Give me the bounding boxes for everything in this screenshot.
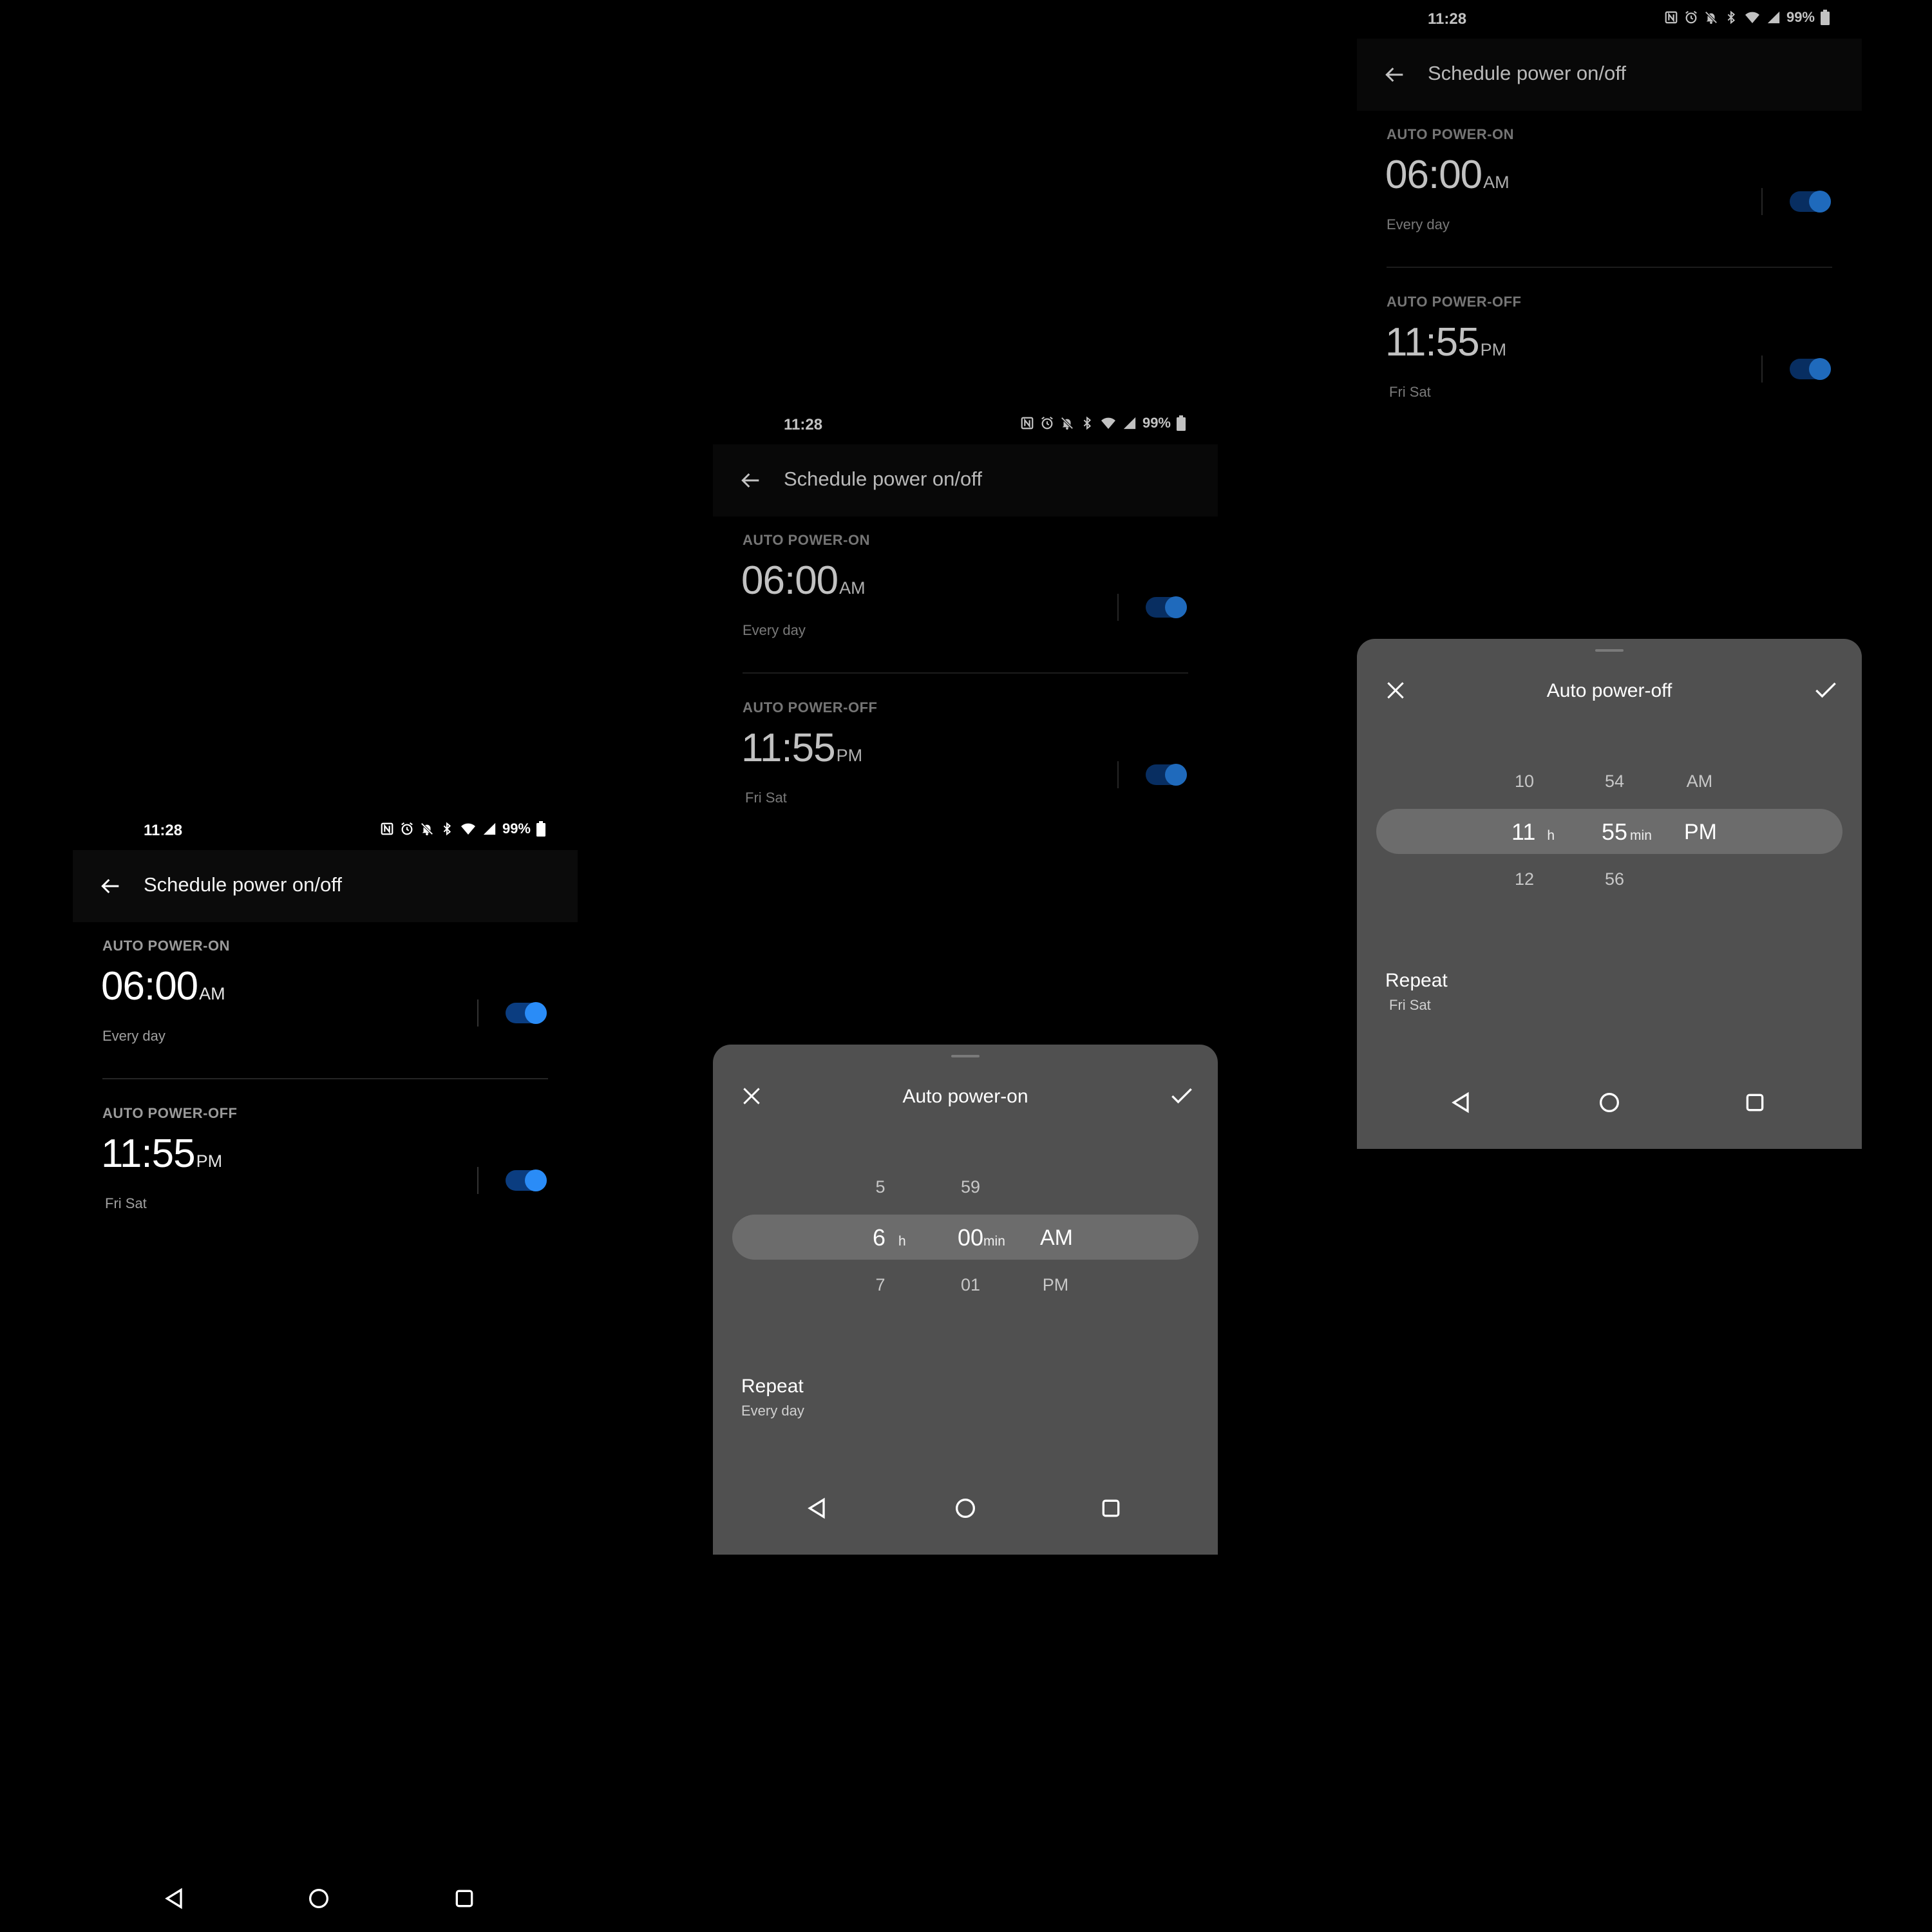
power-off-time-row[interactable] <box>101 1131 222 1177</box>
minute-option[interactable]: 59 <box>960 1177 981 1197</box>
power-off-repeat: Fri Sat <box>745 790 787 806</box>
hour-value: 6 <box>873 1224 886 1251</box>
power-on-toggle[interactable] <box>1790 191 1831 212</box>
hour-unit: h <box>898 1234 906 1249</box>
toggle-knob <box>1809 358 1831 380</box>
status-icons <box>1664 9 1830 26</box>
divider <box>1117 761 1119 788</box>
alarm-icon <box>1684 10 1698 25</box>
minute-option[interactable]: 54 <box>1604 772 1625 791</box>
period-selected[interactable]: PM <box>1684 820 1717 844</box>
auto-power-off-sheet <box>1357 639 1862 1149</box>
divider <box>477 999 478 1027</box>
nav-back-icon[interactable] <box>162 1886 187 1911</box>
power-off-time: 11:55 <box>101 1132 195 1176</box>
minute-option[interactable]: 01 <box>960 1275 981 1294</box>
power-off-ampm: PM <box>836 746 863 765</box>
minute-option[interactable]: 56 <box>1604 869 1625 889</box>
status-bar <box>713 406 1218 444</box>
nav-recents-icon[interactable] <box>1098 1495 1124 1521</box>
power-on-repeat: Every day <box>102 1028 166 1044</box>
alarm-icon <box>1040 415 1054 431</box>
navigation-bar <box>1357 1090 1862 1135</box>
hour-unit: h <box>1547 828 1555 843</box>
hour-option[interactable]: 10 <box>1514 772 1535 791</box>
nfc-icon <box>1664 10 1678 25</box>
divider <box>477 1167 478 1194</box>
nav-home-icon[interactable] <box>306 1886 332 1911</box>
sheet-drag-handle[interactable] <box>951 1055 980 1057</box>
nfc-icon <box>1020 415 1034 431</box>
period-selected[interactable]: AM <box>1040 1226 1073 1250</box>
section-label-power-on: AUTO POWER-ON <box>102 938 230 954</box>
minute-selected[interactable] <box>958 1224 1005 1251</box>
bell-off-icon <box>1704 10 1718 25</box>
arrow-left-icon[interactable] <box>97 873 123 899</box>
nav-home-icon[interactable] <box>952 1495 978 1521</box>
sheet-drag-handle[interactable] <box>1595 649 1624 652</box>
repeat-label[interactable]: Repeat <box>741 1376 804 1397</box>
power-on-time-row[interactable] <box>741 558 866 603</box>
section-label-power-on: AUTO POWER-ON <box>1387 126 1514 142</box>
wifi-icon <box>1100 415 1117 431</box>
section-label-power-off: AUTO POWER-OFF <box>1387 294 1522 310</box>
screen-auto-power-on-sheet <box>713 406 1218 1419</box>
divider <box>1761 188 1763 215</box>
battery-percent: 99% <box>502 820 531 837</box>
bluetooth-icon <box>1080 415 1094 431</box>
divider <box>1117 594 1119 621</box>
status-time: 11:28 <box>144 822 183 839</box>
battery-icon <box>536 821 545 837</box>
repeat-value: Every day <box>741 1403 804 1419</box>
nfc-icon <box>380 821 394 837</box>
app-bar <box>713 444 1218 516</box>
power-off-toggle[interactable] <box>1146 764 1187 785</box>
alarm-icon <box>400 821 414 837</box>
status-icons <box>380 820 545 837</box>
power-off-time: 11:55 <box>1385 320 1479 365</box>
wifi-icon <box>460 821 477 837</box>
hour-value: 11 <box>1511 819 1536 845</box>
power-on-time: 06:00 <box>1385 153 1482 197</box>
app-bar <box>1357 39 1862 111</box>
hour-selected[interactable] <box>1511 819 1555 846</box>
row-divider <box>1387 267 1832 268</box>
sheet-title: Auto power-on <box>902 1086 1028 1107</box>
power-off-ampm: PM <box>1480 340 1507 359</box>
power-on-toggle[interactable] <box>506 1003 547 1023</box>
hour-option[interactable]: 5 <box>875 1177 886 1197</box>
battery-percent: 99% <box>1142 415 1171 431</box>
minute-unit: min <box>983 1234 1005 1249</box>
row-divider <box>743 672 1188 674</box>
screen-auto-power-off-sheet <box>1357 0 1862 1013</box>
hour-option[interactable]: 12 <box>1514 869 1535 889</box>
power-on-ampm: AM <box>839 578 866 598</box>
power-off-time-row[interactable] <box>741 725 862 771</box>
power-off-toggle[interactable] <box>506 1170 547 1191</box>
battery-icon <box>1821 10 1830 25</box>
cellular-icon <box>482 821 497 837</box>
power-on-repeat: Every day <box>743 622 806 638</box>
page-title: Schedule power on/off <box>1428 62 1626 84</box>
nav-recents-icon[interactable] <box>451 1886 477 1911</box>
nav-recents-icon[interactable] <box>1742 1090 1768 1115</box>
cellular-icon <box>1766 10 1781 25</box>
minute-value: 00 <box>958 1224 984 1251</box>
toggle-knob <box>525 1002 547 1024</box>
bluetooth-icon <box>440 821 454 837</box>
auto-power-on-sheet <box>713 1045 1218 1555</box>
arrow-left-icon[interactable] <box>1381 62 1407 88</box>
battery-icon <box>1177 415 1186 431</box>
navigation-bar <box>713 1495 1218 1540</box>
power-off-ampm: PM <box>196 1151 223 1171</box>
page-title: Schedule power on/off <box>144 873 342 896</box>
page-title: Schedule power on/off <box>784 468 982 490</box>
status-time: 11:28 <box>784 416 823 433</box>
row-divider <box>102 1078 548 1079</box>
hour-option[interactable]: 7 <box>875 1275 886 1294</box>
minute-selected[interactable] <box>1602 819 1652 846</box>
nav-back-icon[interactable] <box>1448 1090 1474 1115</box>
cellular-icon <box>1122 415 1137 431</box>
app-bar <box>73 850 578 922</box>
power-on-time-row[interactable] <box>101 963 225 1009</box>
power-on-ampm: AM <box>1483 173 1510 192</box>
power-off-time: 11:55 <box>741 726 835 770</box>
section-label-power-off: AUTO POWER-OFF <box>102 1105 238 1121</box>
arrow-left-icon[interactable] <box>737 468 763 493</box>
wifi-icon <box>1744 10 1761 25</box>
section-label-power-off: AUTO POWER-OFF <box>743 699 878 715</box>
divider <box>1761 355 1763 383</box>
status-bar <box>1357 0 1862 39</box>
battery-percent: 99% <box>1786 9 1815 25</box>
hour-selected[interactable] <box>873 1224 906 1251</box>
power-on-time: 06:00 <box>101 964 198 1009</box>
screen-schedule-list <box>73 811 578 1316</box>
power-on-repeat: Every day <box>1387 216 1450 232</box>
check-icon[interactable] <box>1812 676 1840 705</box>
toggle-knob <box>1809 191 1831 213</box>
check-icon[interactable] <box>1168 1082 1196 1110</box>
minute-value: 55 <box>1602 819 1628 845</box>
power-on-ampm: AM <box>199 984 225 1003</box>
status-icons <box>1020 415 1186 431</box>
toggle-knob <box>1165 596 1187 618</box>
bell-off-icon <box>1060 415 1074 431</box>
power-on-time: 06:00 <box>741 558 838 603</box>
repeat-value: Fri Sat <box>1389 997 1431 1013</box>
navigation-bar <box>73 1886 578 1931</box>
nav-home-icon[interactable] <box>1596 1090 1622 1115</box>
section-label-power-on: AUTO POWER-ON <box>743 532 870 548</box>
power-off-repeat: Fri Sat <box>105 1195 147 1211</box>
repeat-label[interactable]: Repeat <box>1385 970 1448 991</box>
period-option[interactable]: AM <box>1686 772 1713 791</box>
toggle-knob <box>1165 764 1187 786</box>
status-time: 11:28 <box>1428 10 1467 28</box>
bluetooth-icon <box>1724 10 1738 25</box>
power-off-time-row[interactable] <box>1385 319 1506 365</box>
status-bar <box>73 811 578 850</box>
period-option[interactable]: PM <box>1042 1275 1069 1294</box>
power-on-time-row[interactable] <box>1385 152 1510 198</box>
nav-back-icon[interactable] <box>804 1495 830 1521</box>
sheet-title: Auto power-off <box>1546 680 1672 701</box>
bell-off-icon <box>420 821 434 837</box>
toggle-knob <box>525 1170 547 1191</box>
power-off-repeat: Fri Sat <box>1389 384 1431 400</box>
power-on-toggle[interactable] <box>1146 597 1187 618</box>
minute-unit: min <box>1630 828 1652 843</box>
power-off-toggle[interactable] <box>1790 359 1831 379</box>
